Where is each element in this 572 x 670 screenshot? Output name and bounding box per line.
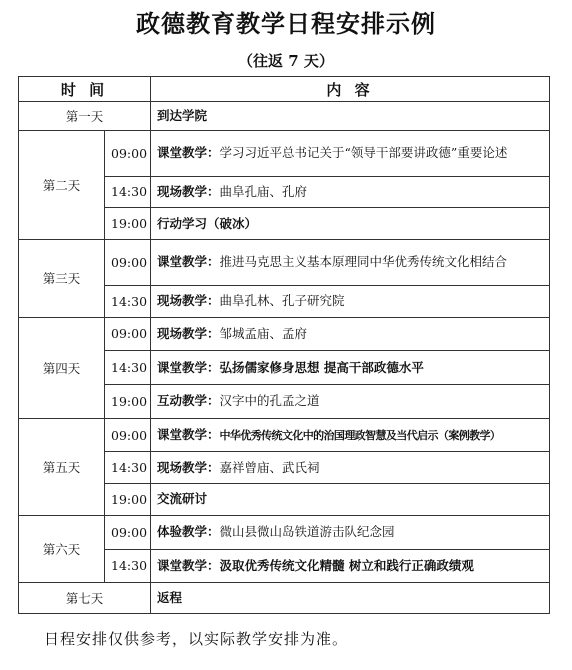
day-label: 第五天 bbox=[19, 418, 105, 515]
category-label: 现场教学： bbox=[157, 325, 220, 341]
time-cell: 14:30 bbox=[105, 285, 151, 317]
detail-text: 邹城孟庙、孟府 bbox=[219, 325, 308, 341]
category-label: 课堂教学： bbox=[157, 145, 220, 161]
category-label: 返程 bbox=[157, 590, 183, 606]
category-label: 到达学院 bbox=[157, 107, 208, 123]
time-cell: 14:30 bbox=[105, 176, 151, 208]
footnote: 日程安排仅供参考，以实际教学安排为准。 bbox=[44, 630, 349, 648]
time-cell: 19:00 bbox=[105, 484, 151, 516]
category-label: 互动教学： bbox=[157, 393, 220, 409]
content-cell bbox=[151, 549, 550, 583]
time-cell: 14:30 bbox=[105, 452, 151, 484]
detail-text: 推进马克思主义基本原理同中华优秀传统文化相结合 bbox=[219, 254, 508, 270]
header-content: 内 容 bbox=[151, 77, 550, 102]
detail-text: 汉字中的孔孟之道 bbox=[219, 393, 320, 409]
time-cell: 09:00 bbox=[105, 239, 151, 285]
detail-text: 弘扬儒家修身思想 提高干部政德水平 bbox=[219, 359, 424, 375]
detail-text: 中华优秀传统文化中的治国理政智慧及当代启示（案例教学） bbox=[219, 428, 501, 442]
schedule-table bbox=[18, 76, 550, 614]
content-cell bbox=[151, 484, 550, 516]
header-time: 时 间 bbox=[19, 77, 151, 102]
content-cell bbox=[151, 418, 550, 452]
time-cell: 14:30 bbox=[105, 351, 151, 385]
time-cell: 14:30 bbox=[105, 549, 151, 583]
detail-text: 汲取优秀传统文化精髓 树立和践行正确政绩观 bbox=[219, 557, 474, 573]
detail-text: 学习习近平总书记关于“领导干部要讲政德”重要论述 bbox=[219, 145, 508, 161]
time-cell: 19:00 bbox=[105, 208, 151, 240]
category-label: 行动学习（破冰） bbox=[157, 215, 258, 231]
content-cell bbox=[151, 208, 550, 240]
content-cell bbox=[151, 102, 550, 131]
detail-text: 嘉祥曾庙、武氏祠 bbox=[219, 459, 320, 475]
content-cell bbox=[151, 515, 550, 549]
content-cell bbox=[151, 130, 550, 176]
table-row bbox=[19, 418, 550, 452]
table-row bbox=[19, 515, 550, 549]
table-row bbox=[19, 102, 550, 131]
detail-text: 微山县微山岛铁道游击队纪念园 bbox=[219, 524, 395, 540]
table-row bbox=[19, 317, 550, 351]
detail-text: 曲阜孔林、孔子研究院 bbox=[219, 293, 345, 309]
category-label: 现场教学： bbox=[157, 459, 220, 475]
time-cell: 19:00 bbox=[105, 385, 151, 419]
content-cell bbox=[151, 583, 550, 614]
day-label: 第二天 bbox=[19, 130, 105, 239]
category-label: 体验教学： bbox=[157, 524, 220, 540]
content-cell bbox=[151, 452, 550, 484]
page-subtitle: （往返 7 天） bbox=[238, 52, 334, 70]
content-cell bbox=[151, 351, 550, 385]
category-label: 课堂教学： bbox=[157, 557, 220, 573]
content-cell bbox=[151, 285, 550, 317]
time-cell: 09:00 bbox=[105, 317, 151, 351]
table-row bbox=[19, 583, 550, 614]
category-label: 现场教学： bbox=[157, 293, 220, 309]
category-label: 课堂教学： bbox=[157, 426, 220, 442]
category-label: 现场教学： bbox=[157, 183, 220, 199]
content-cell bbox=[151, 239, 550, 285]
category-label: 课堂教学： bbox=[157, 254, 220, 270]
detail-text: 曲阜孔庙、孔府 bbox=[219, 183, 308, 199]
day-label: 第三天 bbox=[19, 239, 105, 317]
time-cell: 09:00 bbox=[105, 130, 151, 176]
content-cell bbox=[151, 385, 550, 419]
category-label: 交流研讨 bbox=[157, 491, 208, 507]
content-cell bbox=[151, 176, 550, 208]
content-cell bbox=[151, 317, 550, 351]
table-header-row bbox=[19, 77, 550, 102]
page-title: 政德教育教学日程安排示例 bbox=[136, 9, 436, 38]
table-row bbox=[19, 130, 550, 176]
time-cell: 09:00 bbox=[105, 515, 151, 549]
day-label: 第四天 bbox=[19, 317, 105, 418]
category-label: 课堂教学： bbox=[157, 359, 220, 375]
day-label: 第七天 bbox=[19, 583, 151, 614]
table-row bbox=[19, 239, 550, 285]
day-label: 第一天 bbox=[19, 102, 151, 131]
day-label: 第六天 bbox=[19, 515, 105, 582]
time-cell: 09:00 bbox=[105, 418, 151, 452]
